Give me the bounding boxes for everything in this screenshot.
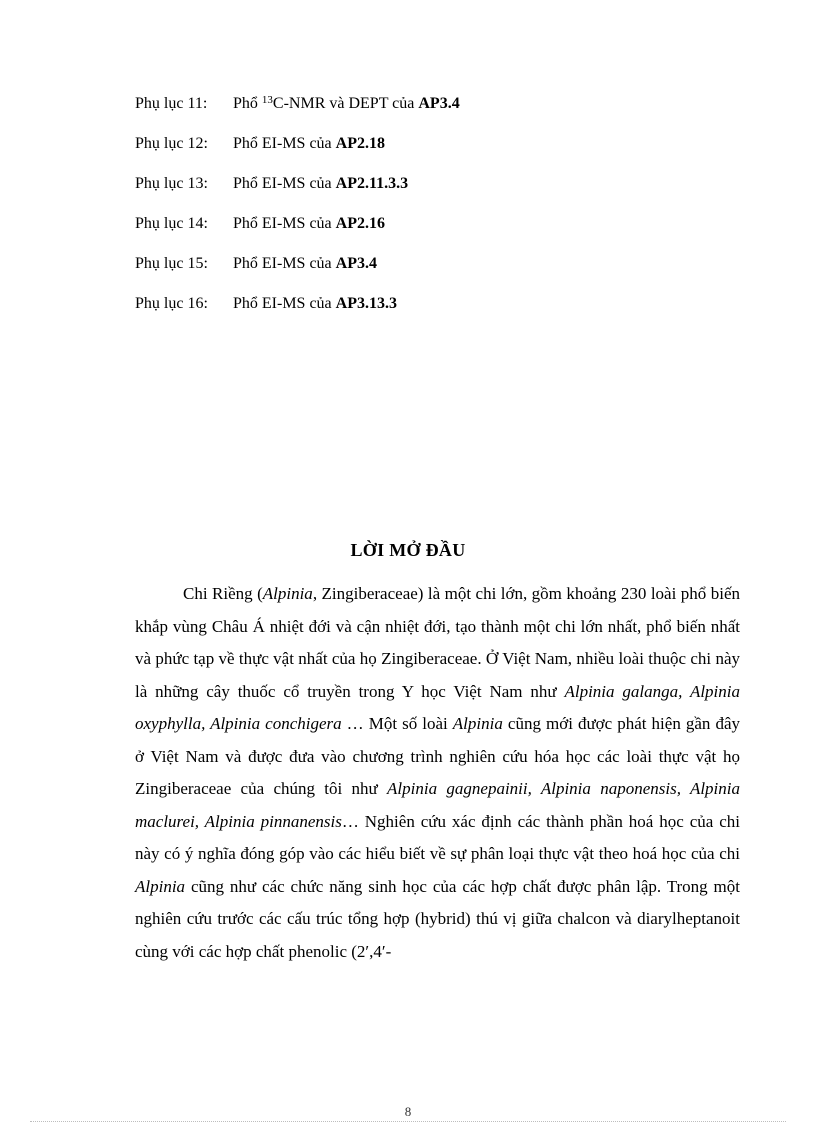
- appendix-item: [135, 92, 695, 132]
- appendix-item: [135, 172, 695, 212]
- species-name: Alpinia: [135, 876, 186, 896]
- appendix-text-cont: C-NMR và DEPT của: [272, 95, 419, 112]
- appendix-text: Phổ EI-MS của: [233, 215, 336, 232]
- appendix-text: Phổ EI-MS của: [233, 135, 336, 152]
- appendix-text: Phổ: [233, 95, 262, 112]
- text-segment: … Nghiên cứu xác định các thành phần hoá học của chi này có ý nghĩa đóng góp vào các hiểu biết về sự phân loại thực vật theo hoá học của chi: [135, 811, 740, 863]
- footer-divider: [30, 1121, 786, 1122]
- appendix-label: Phụ lục 13:: [135, 175, 208, 192]
- appendix-label: Phụ lục 16:: [135, 295, 208, 312]
- appendix-code: AP2.11.3.3: [335, 175, 409, 192]
- appendix-list: [135, 92, 695, 332]
- appendix-text: Phổ EI-MS của: [233, 255, 336, 272]
- page-number: 8: [404, 1104, 412, 1119]
- appendix-superscript: 13: [261, 94, 273, 106]
- appendix-label: Phụ lục 15:: [135, 255, 208, 272]
- text-segment: cũng mới được phát hiện gần đây ở Việt Nam và được đưa vào chương trình nghiên cứu hóa học các loài thực vật họ Zingiberaceae của chúng tôi như: [135, 714, 740, 798]
- appendix-code: AP3.13.3: [335, 295, 397, 312]
- appendix-label: Phụ lục 12:: [135, 135, 208, 152]
- species-name: Alpinia gagnepainii, Alpinia naponensis, Alpinia maclurei, Alpinia pinnanensis: [135, 779, 740, 831]
- appendix-item: [135, 292, 695, 332]
- species-name: Alpinia: [452, 714, 503, 733]
- text-segment: cũng như các chức năng sinh học của các hợp chất được phân lập. Trong một nghiên cứu trước các cấu trúc tổng hợp (hybrid) thú vị giữa chalcon và diarylheptanoit cùng với các hợp chất phenolic (2′,4′-: [135, 876, 740, 961]
- appendix-label: Phụ lục 14:: [135, 215, 208, 232]
- text-segment: , Zingiberaceae) là một chi lớn, gồm khoảng 230 loài phổ biến khắp vùng Châu Á nhiệt đới và cận nhiệt đới, tạo thành một chi lớn nhất, phổ biến nhất và phức tạp về thực vật nhất của họ Zingiberaceae. Ở Việt Nam, nhiều loài thuộc chi này là những cây thuốc cổ truyền trong Y học Việt Nam như: [135, 584, 740, 701]
- body-text: [135, 578, 740, 968]
- text-segment: Chi Riềng (: [183, 584, 263, 603]
- species-name: Alpinia: [262, 584, 313, 603]
- species-name: Alpinia galanga, Alpinia oxyphylla, Alpinia conchigera: [135, 681, 740, 733]
- appendix-code: AP3.4: [418, 95, 460, 112]
- section-title: LỜI MỞ ĐẦU: [350, 540, 466, 560]
- appendix-item: [135, 252, 695, 292]
- appendix-item: [135, 132, 695, 172]
- appendix-label: Phụ lục 11:: [135, 95, 208, 112]
- appendix-code: AP2.16: [335, 215, 385, 232]
- text-segment: … Một số loài: [341, 714, 453, 733]
- appendix-code: AP2.18: [335, 135, 385, 152]
- appendix-item: [135, 212, 695, 252]
- appendix-text: Phổ EI-MS của: [233, 295, 336, 312]
- appendix-text: Phổ EI-MS của: [233, 175, 336, 192]
- appendix-code: AP3.4: [335, 255, 377, 272]
- intro-paragraph: [135, 578, 740, 968]
